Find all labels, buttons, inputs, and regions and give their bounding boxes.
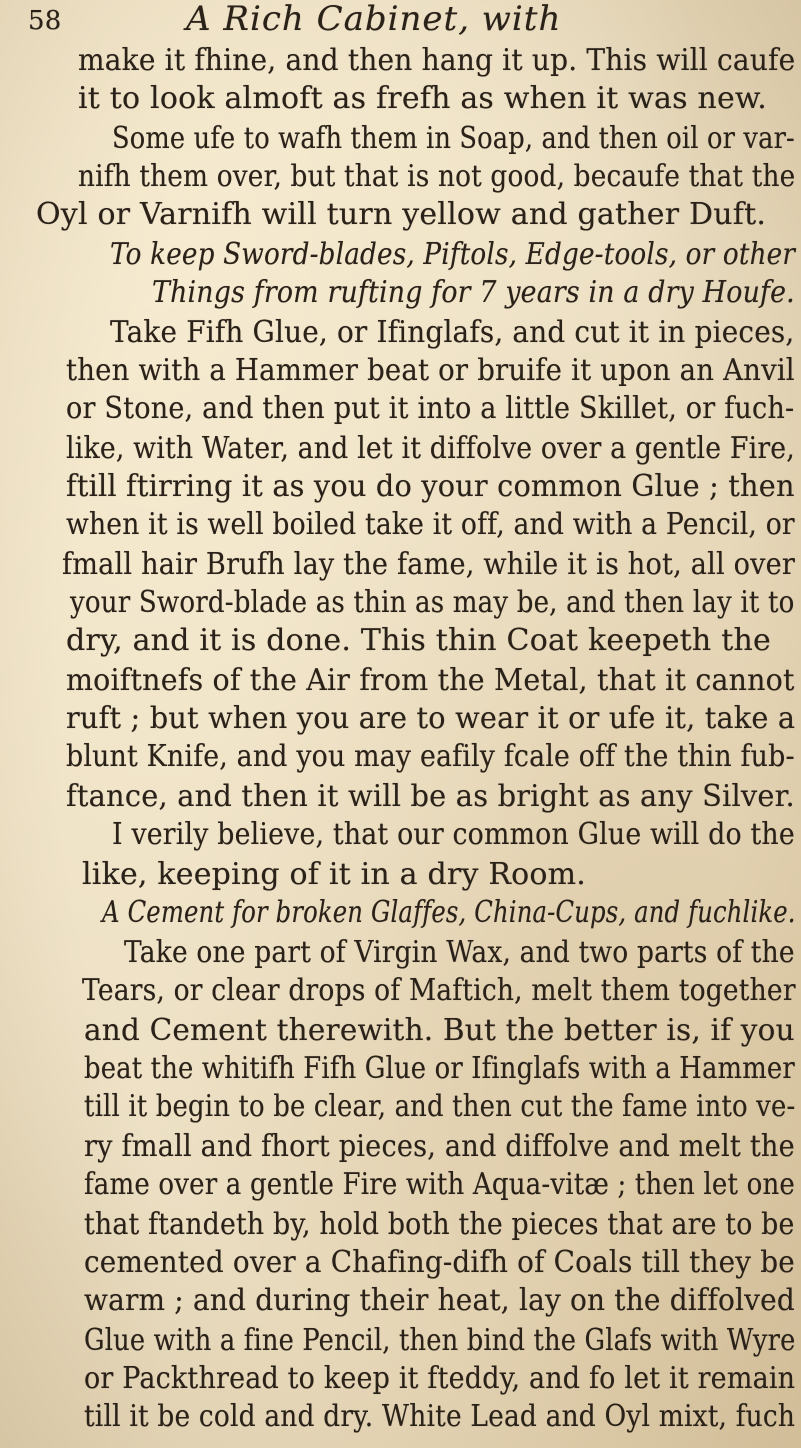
page-number: 58 [28, 6, 62, 36]
text-line: and Cement therewith. But the better is, if you [84, 1013, 795, 1048]
text-line: cemented over a Chafing-difh of Coals till they be [84, 1245, 795, 1280]
text-line: warm ; and during their heat, lay on the diffolved [84, 1283, 795, 1318]
text-line: when it is well boiled take it off, and with a Pencil, or [66, 507, 795, 542]
text-line: fmall hair Brufh lay the fame, while it is hot, all over [62, 547, 796, 582]
text-line: like, with Water, and let it diffolve over a gentle Fire, [66, 431, 795, 466]
text-line: it to look almoft as frefh as when it was new. [78, 81, 767, 116]
text-line: beat the whitifh Fifh Glue or Ifinglafs with a Hammer [84, 1051, 795, 1086]
text-line: then with a Hammer beat or bruife it upon an Anvil [66, 353, 795, 388]
text-line: dry, and it is done. This thin Coat keepeth the [66, 623, 771, 658]
section-heading: A Cement for broken Glaffes, China-Cups, and fuchlike. [102, 895, 796, 930]
text-line: blunt Knife, and you may eafily fcale off the thin fub- [66, 739, 795, 774]
text-line: Some ufe to wafh them in Soap, and then oil or var- [112, 121, 795, 156]
text-line: Oyl or Varnifh will turn yellow and gather Duft. [36, 197, 767, 232]
text-line: that ftandeth by, hold both the pieces that are to be [84, 1207, 795, 1242]
text-line: till it be cold and dry. White Lead and Oyl mixt, fuch [84, 1399, 796, 1434]
text-line: till it begin to be clear, and then cut the fame into ve- [84, 1089, 796, 1124]
text-line: I verily believe, that our common Glue will do the [112, 817, 795, 852]
text-line: or Packthread to keep it fteddy, and fo let it remain [84, 1361, 796, 1396]
text-line: your Sword-blade as thin as may be, and then lay it to [70, 585, 795, 620]
text-line: or Stone, and then put it into a little Skillet, or fuch- [66, 391, 795, 426]
text-line: ftance, and then it will be as bright as any Silver. [66, 779, 795, 814]
text-line: Take Fifh Glue, or Ifinglafs, and cut it in pieces, [110, 315, 795, 350]
text-line: Tears, or clear drops of Maftich, melt them together [82, 973, 796, 1008]
section-heading: To keep Sword-blades, Piftols, Edge-tools, or other [110, 237, 796, 272]
text-line: Glue with a fine Pencil, then bind the Glafs with Wyre [84, 1323, 796, 1358]
text-line: ruft ; but when you are to wear it or ufe it, take a [66, 701, 796, 736]
text-line: Take one part of Virgin Wax, and two parts of the [124, 935, 795, 970]
text-line: ftill ftirring it as you do your common Glue ; then [66, 469, 795, 504]
text-line: nifh them over, but that is not good, becaufe that the [78, 159, 796, 194]
text-line: make it fhine, and then hang it up. This will caufe [78, 43, 796, 78]
text-line: like, keeping of it in a dry Room. [82, 857, 587, 892]
text-line: fame over a gentle Fire with Aqua-vitæ ; then let one [84, 1167, 795, 1202]
running-head: A Rich Cabinet, with [186, 0, 562, 39]
text-line: moiftnefs of the Air from the Metal, that it cannot [66, 663, 795, 698]
section-heading: Things from rufting for 7 years in a dry Houfe. [152, 275, 795, 310]
text-line: ry fmall and fhort pieces, and diffolve and melt the [84, 1129, 795, 1164]
